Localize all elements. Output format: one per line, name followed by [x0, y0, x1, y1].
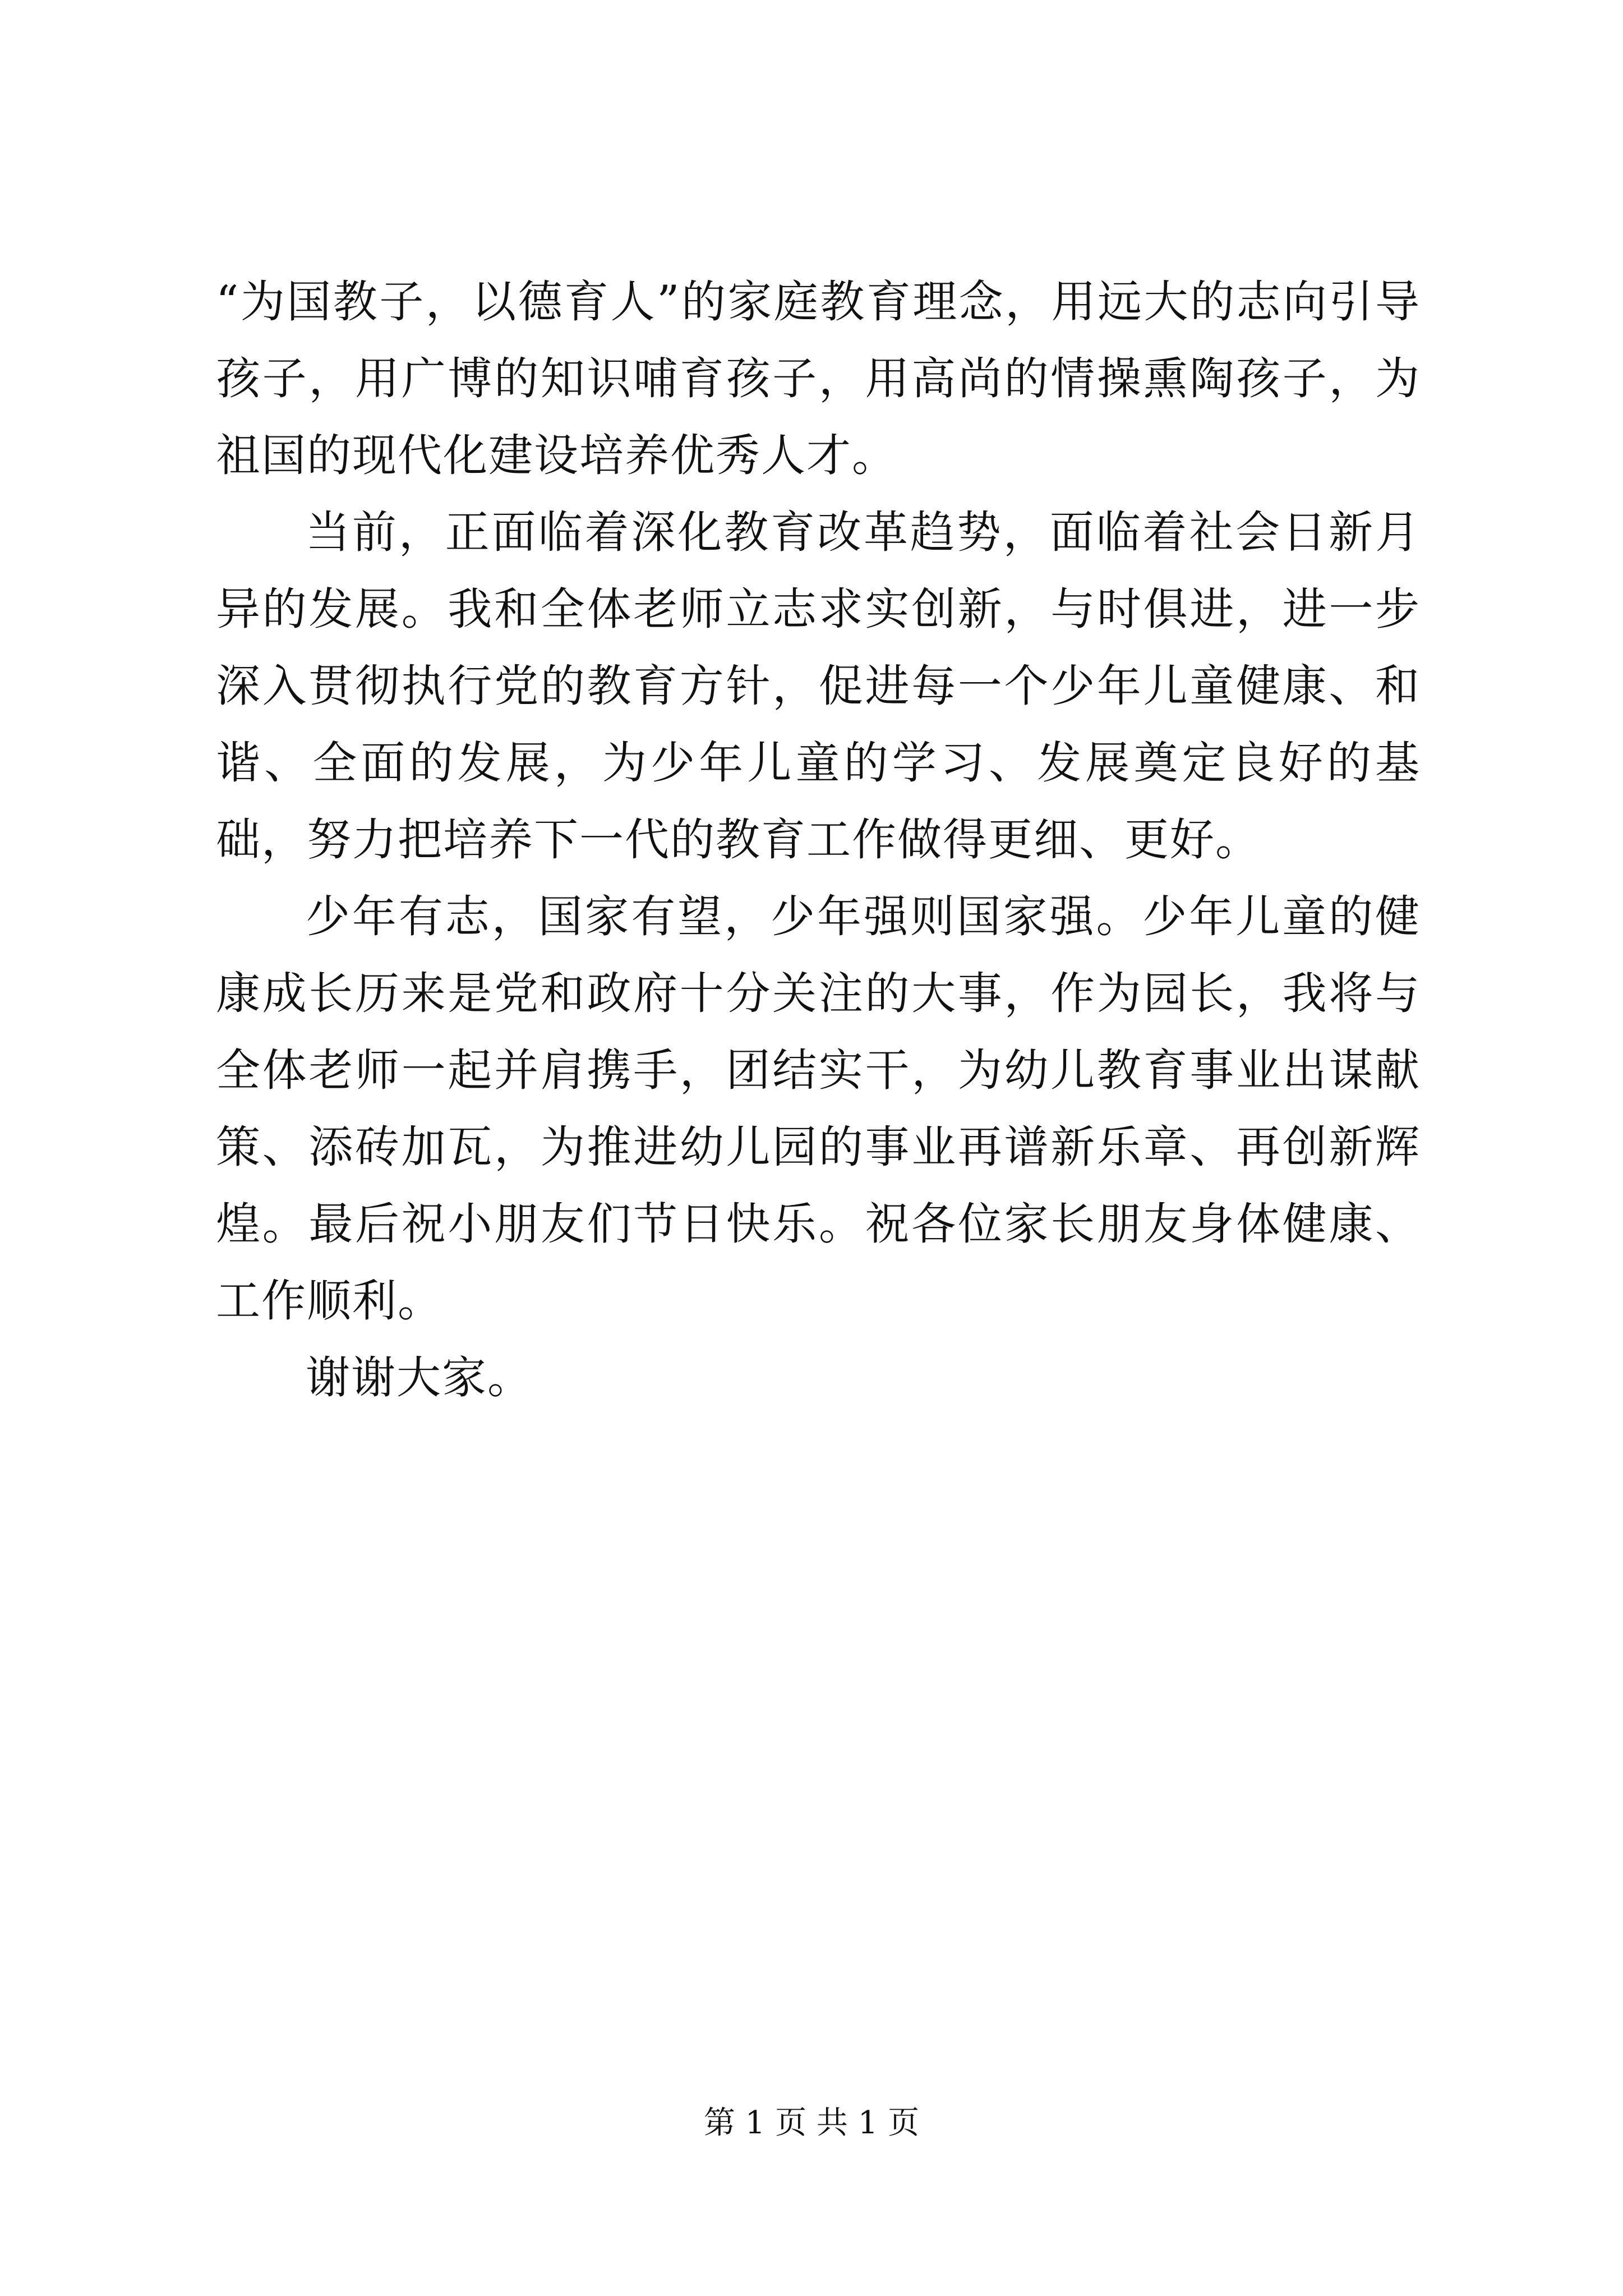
- paragraph-3: 少年有志，国家有望，少年强则国家强。少年儿童的健康成长历来是党和政府十分关注的大事，作为园长，我将与全体老师一起并肩携手，团结实干，为幼儿教育事业出谋献策、添砖加瓦，为推进幼儿园的事业再谱新乐章、再创新辉煌。最后祝小朋友们节日快乐。祝各位家长朋友身体健康、工作顺利。: [216, 891, 1421, 1327]
- document-body: [216, 264, 1421, 1416]
- paragraph-4: 谢谢大家。: [306, 1352, 533, 1404]
- paragraph-1: “为国教子，以德育人”的家庭教育理念，用远大的志向引导孩子，用广博的知识哺育孩子，用高尚的情操熏陶孩子，为祖国的现代化建设培养优秀人才。: [216, 276, 1421, 481]
- paragraph-2: 当前，正面临着深化教育改革趋势，面临着社会日新月异的发展。我和全体老师立志求实创新，与时俱进，进一步深入贯彻执行党的教育方针，促进每一个少年儿童健康、和谐、全面的发展，为少年儿童的学习、发展奠定良好的基础，努力把培养下一代的教育工作做得更细、更好。: [216, 507, 1421, 866]
- page-footer: 第 1 页 共 1 页: [703, 2105, 920, 2141]
